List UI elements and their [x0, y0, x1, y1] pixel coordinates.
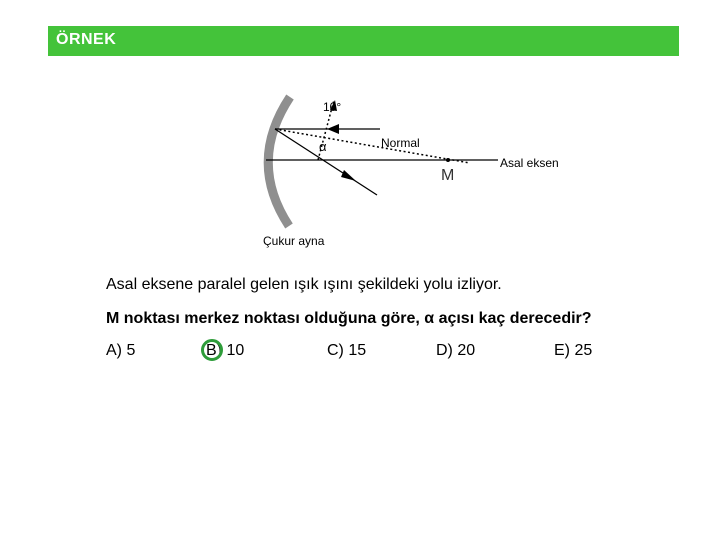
concave-mirror	[268, 97, 290, 226]
angle-label: 10°	[323, 100, 342, 114]
incident-arrowhead	[327, 124, 339, 134]
option-e[interactable]: E) 25	[554, 342, 593, 359]
answer-options	[0, 342, 720, 366]
option-d[interactable]: D) 20	[436, 342, 476, 359]
alpha-label: α	[319, 139, 327, 154]
answer-circle-mark	[201, 339, 223, 361]
reflected-arrowhead	[341, 170, 356, 181]
mirror-label: Çukur ayna	[263, 234, 325, 248]
banner-title: ÖRNEK	[56, 31, 117, 48]
option-c[interactable]: C) 15	[327, 342, 367, 359]
option-a[interactable]: A) 5	[106, 342, 136, 359]
question-line-1: Asal eksene paralel gelen ışık ışını şekildeki yolu izliyor.	[106, 276, 502, 293]
normal-label: Normal	[381, 136, 420, 150]
axis-label: Asal eksen	[500, 156, 559, 170]
center-label: M	[441, 167, 455, 184]
normal-line	[275, 129, 470, 163]
center-point	[446, 158, 450, 162]
option-b[interactable]: B) 10	[206, 342, 245, 359]
question-line-2: M noktası merkez noktası olduğuna göre, α açısı kaç derecedir?	[106, 310, 592, 327]
